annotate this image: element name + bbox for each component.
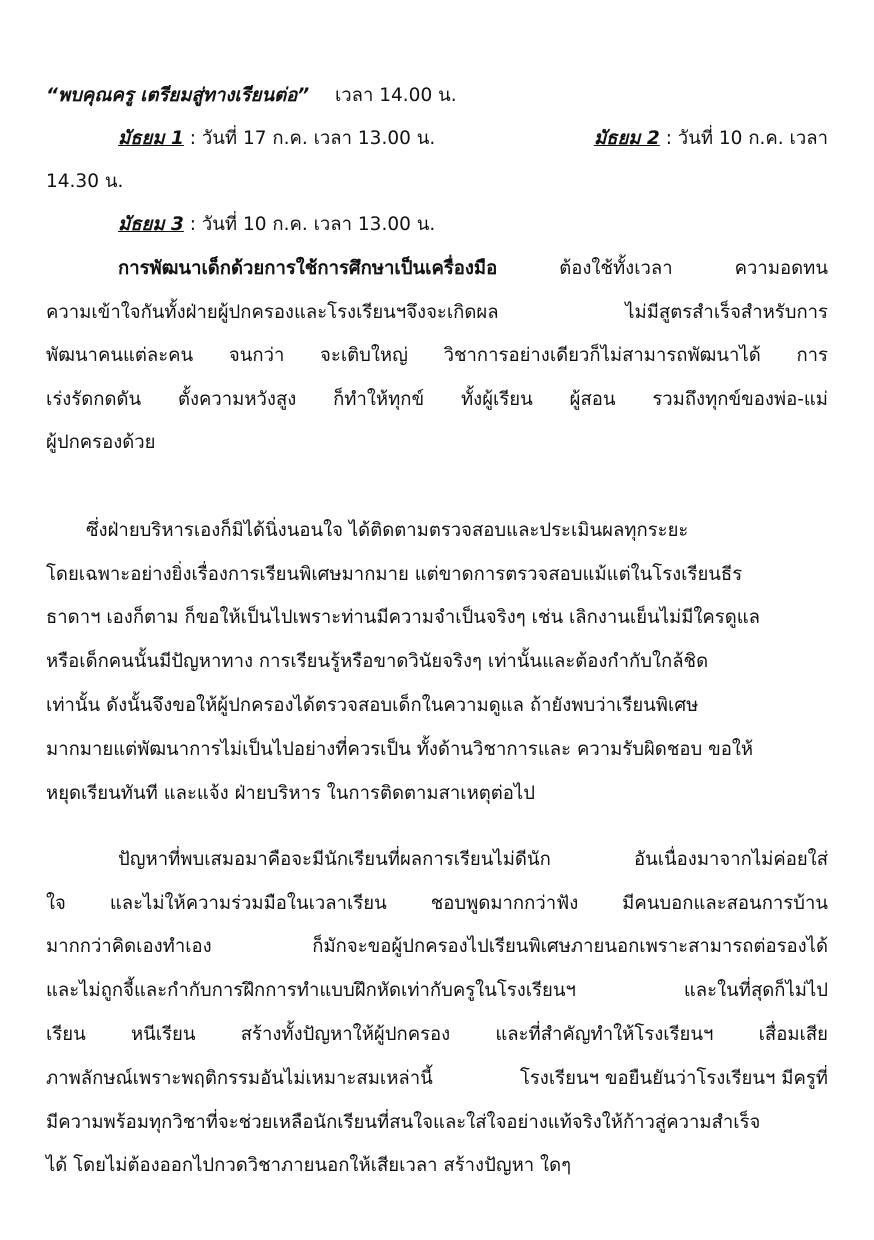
p1-word: ความอดทน <box>734 258 828 279</box>
m2-detail: : วันที่ 10 ก.ค. เวลา <box>665 128 828 149</box>
p3-word: เรียน <box>46 1024 86 1045</box>
m1-label: มัธยม 1 <box>118 128 184 149</box>
p1-word: ความเข้าใจกันทั้งฝ่ายผู้ปกครองและโรงเรียนฯจึงจะเกิดผล <box>46 302 499 323</box>
p2-line-5: เท่านั้น ดังนั้นจึงขอให้ผู้ปกครองได้ตรวจสอบเด็กในความดูแล ถ้ายังพบว่าเรียนพิเศษ <box>46 695 699 716</box>
p2-line-1: ซึ่งฝ่ายบริหารเองก็มิได้นิ่งนอนใจ ได้ติดตามตรวจสอบและประเมินผลทุกระยะ <box>86 520 689 541</box>
p3-line-2 <box>46 892 828 916</box>
p2-line-3: ธาดาฯ เองก็ตาม ก็ขอให้เป็นไปเพราะท่านมีความจำเป็นจริงๆ เช่น เลิกงานเย็นไม่มีใครดูแล <box>46 607 761 628</box>
p1-line-5 <box>46 431 828 455</box>
p1-word: ผู้สอน <box>569 389 616 410</box>
p3-word: และที่สำคัญทำให้โรงเรียนฯ <box>495 1024 714 1045</box>
m3-detail: : วันที่ 10 ก.ค. เวลา 13.00 น. <box>189 214 436 235</box>
p1-line-4 <box>46 388 828 412</box>
p2-line-7: หยุดเรียนทันที และแจ้ง ฝ่ายบริหาร ในการติดตามสาเหตุต่อไป <box>46 783 535 804</box>
schedule-line-1 <box>118 127 828 151</box>
p3-line-6 <box>46 1067 828 1091</box>
p3-word: และไม่ให้ความร่วมมือในเวลาเรียน <box>109 893 387 914</box>
p3-word: ชอบพูดมากกว่าฟัง <box>430 893 579 914</box>
p1-lead: การพัฒนาเด็กด้วยการใช้การศึกษาเป็นเครื่องมือ <box>118 258 498 279</box>
p3-word: ปัญหาที่พบเสมอมาคือจะมีนักเรียนที่ผลการเรียนไม่ดีนัก <box>118 849 551 870</box>
p3-word: เสื่อมเสีย <box>758 1024 828 1045</box>
p1-word: ผู้ปกครองด้วย <box>46 432 156 453</box>
p1-word: รวมถึงทุกข์ของพ่อ-แม่ <box>652 389 828 410</box>
p1-word: เร่งรัดกดดัน <box>46 389 142 410</box>
p3-word: มีคนบอกและสอนการบ้าน <box>622 893 828 914</box>
schedule-line-2 <box>46 170 828 194</box>
p1-word: พัฒนาคนแต่ละคน <box>46 345 194 366</box>
p3-word: อันเนื่องมาจากไม่ค่อยใส่ <box>633 849 828 870</box>
p3-word: สร้างทั้งปัญหาให้ผู้ปกครอง <box>240 1024 451 1045</box>
p3-line-1 <box>118 848 828 872</box>
p2-line-4: หรือเด็กคนนั้นมีปัญหาทาง การเรียนรู้หรือขาดวินัยจริงๆ เท่านั้นและต้องกำกับใกล้ชิด <box>46 651 709 672</box>
p1-line-3 <box>46 344 828 368</box>
meeting-title: “พบคุณครู เตรียมสู่ทางเรียนต่อ” <box>46 85 310 106</box>
p3-line-5 <box>46 1023 828 1047</box>
p3-line-4 <box>46 979 828 1003</box>
m2-label: มัธยม 2 <box>593 128 660 149</box>
p2-line-2: โดยเฉพาะอย่างยิ่งเรื่องการเรียนพิเศษมากมาย แต่ขาดการตรวจสอบแม้แต่ในโรงเรียนธีร <box>46 564 743 585</box>
p3-word: ก็มักจะขอผู้ปกครองไปเรียนพิเศษภายนอกเพราะสามารถต่อรองได้ <box>312 936 828 957</box>
p3-line-7: มีความพร้อมทุกวิชาที่จะช่วยเหลือนักเรียนที่สนใจและใส่ใจอย่างแท้จริงให้ก้าวสู่ความสำเร็จ <box>46 1112 761 1133</box>
p3-word: และไม่ถูกจี้และกำกับการฝึกการทำแบบฝึกหัดเท่ากับครูในโรงเรียนฯ <box>46 980 576 1001</box>
p1-word: ตั้งความหวังสูง <box>177 389 297 410</box>
p2-line-6: มากมายแต่พัฒนาการไม่เป็นไปอย่างที่ควรเป็น ทั้งด้านวิชาการและ ความรับผิดชอบ ขอให้ <box>46 739 754 760</box>
m2-detail-cont: 14.30 น. <box>46 171 124 192</box>
p3-word: หนีเรียน <box>130 1024 196 1045</box>
p3-word: และในที่สุดก็ไม่ไป <box>683 980 828 1001</box>
m3-label: มัธยม 3 <box>118 214 184 235</box>
p1-word: ทั้งผู้เรียน <box>460 389 533 410</box>
p1-word: ก็ทำให้ทุกข์ <box>333 389 425 410</box>
p1-word: จะเติบใหญ่ <box>320 345 408 366</box>
p3-word: มากกว่าคิดเองทำเอง <box>46 936 212 957</box>
p1-line-1 <box>118 257 828 281</box>
m1-detail: : วันที่ 17 ก.ค. เวลา 13.00 น. <box>189 128 436 149</box>
meeting-header <box>46 84 828 108</box>
p1-word: ไม่มีสูตรสำเร็จสำหรับการ <box>625 302 828 323</box>
p1-line-2 <box>46 301 828 325</box>
meeting-time: เวลา 14.00 น. <box>334 85 457 106</box>
p1-word: จนกว่า <box>228 345 285 366</box>
p1-word: การ <box>796 345 828 366</box>
p3-line-8: ได้ โดยไม่ต้องออกไปกวดวิชาภายนอกให้เสียเวลา สร้างปัญหา ใดๆ <box>46 1155 572 1176</box>
p3-word: โรงเรียนฯ ขอยืนยันว่าโรงเรียนฯ มีครูที่ <box>519 1068 828 1089</box>
p1-word: วิชาการอย่างเดียวก็ไม่สามารถพัฒนาได้ <box>443 345 761 366</box>
p1-word: ต้องใช้ทั้งเวลา <box>559 258 673 279</box>
p3-line-3 <box>46 935 828 959</box>
schedule-line-3 <box>118 213 828 237</box>
p3-word: ภาพลักษณ์เพราะพฤติกรรมอันไม่เหมาะสมเหล่านี้ <box>46 1068 433 1089</box>
p3-word: ใจ <box>46 893 66 914</box>
